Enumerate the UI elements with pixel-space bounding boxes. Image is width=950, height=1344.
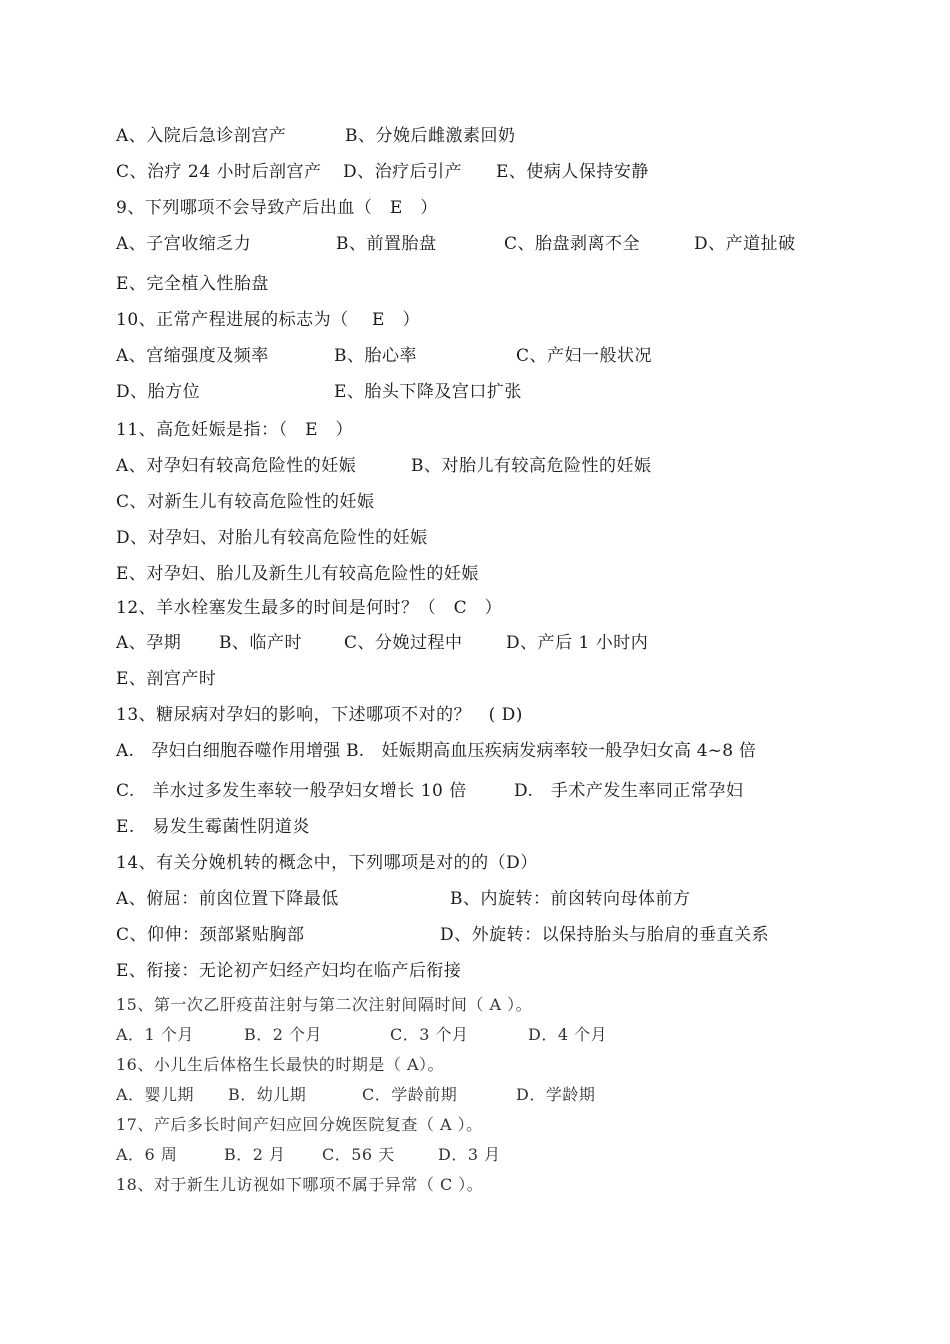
option-text: D．4 个月	[528, 1025, 608, 1044]
option-text: C、分娩过程中	[344, 633, 463, 653]
option-text: D、对孕妇、对胎儿有较高危险性的妊娠	[116, 528, 428, 548]
option-text: C．56 天	[322, 1145, 395, 1164]
option-text: E、完全植入性胎盘	[116, 274, 269, 294]
option-text: C、胎盘剥离不全	[504, 234, 641, 254]
option-text: E. 易发生霉菌性阴道炎	[116, 817, 310, 837]
option-text: D、产后 1 小时内	[506, 633, 649, 653]
option-text: D. 手术产发生率同正常孕妇	[514, 781, 744, 801]
option-text: E、使病人保持安静	[496, 162, 649, 182]
option-text: D、外旋转：以保持胎头与胎肩的垂直关系	[440, 925, 770, 945]
option-text: C、产妇一般状况	[516, 346, 653, 366]
option-text: D、胎方位	[116, 382, 201, 402]
option-text: A、俯屈：前囟位置下降最低	[116, 889, 339, 909]
option-text: A．1 个月	[116, 1025, 194, 1044]
option-text: C. 羊水过多发生率较一般孕妇女增长 10 倍	[116, 781, 467, 801]
option-text: B、对胎儿有较高危险性的妊娠	[411, 456, 652, 476]
option-text: D．3 月	[438, 1145, 501, 1164]
option-text: D、产道扯破	[694, 234, 796, 254]
option-text: C．学龄前期	[362, 1085, 458, 1104]
option-text: C．3 个月	[390, 1025, 469, 1044]
option-text: C、仰伸：颈部紧贴胸部	[116, 925, 305, 945]
question-text: 12、羊水栓塞发生最多的时间是何时？（ C ）	[116, 598, 503, 618]
option-text: C、治疗 24 小时后剖宫产	[116, 162, 322, 182]
option-text: B、内旋转：前囟转向母体前方	[450, 889, 691, 909]
option-text: E、胎头下降及宫口扩张	[334, 382, 522, 402]
question-text: 11、高危妊娠是指：（ E ）	[116, 420, 354, 440]
option-text: A、孕期	[116, 633, 182, 653]
question-text: 15、第一次乙肝疫苗注射与第二次注射间隔时间（ A ）。	[116, 995, 533, 1014]
option-text: A、入院后急诊剖宫产	[116, 126, 287, 146]
option-text: C、对新生儿有较高危险性的妊娠	[116, 492, 375, 512]
option-text: A．6 周	[116, 1145, 178, 1164]
question-text: 14、有关分娩机转的概念中，下列哪项是对的的（D）	[116, 853, 538, 873]
option-text: A、子宫收缩乏力	[116, 234, 252, 254]
question-text: 16、小儿生后体格生长最快的时期是（ A）。	[116, 1055, 445, 1074]
option-text: B．幼儿期	[228, 1085, 307, 1104]
option-text: B、临产时	[219, 633, 302, 653]
question-text: 9、下列哪项不会导致产后出血（ E ）	[116, 198, 438, 218]
option-text: B．2 月	[224, 1145, 286, 1164]
option-text: A．婴儿期	[116, 1085, 195, 1104]
option-text: E、衔接：无论初产妇经产妇均在临产后衔接	[116, 961, 462, 981]
option-text: A、宫缩强度及频率	[116, 346, 269, 366]
question-text: 17、产后多长时间产妇应回分娩医院复查（ A ）。	[116, 1115, 483, 1134]
question-text: 10、正常产程进展的标志为（ E ）	[116, 310, 420, 330]
option-text: A、对孕妇有较高危险性的妊娠	[116, 456, 357, 476]
option-text: E、对孕妇、胎儿及新生儿有较高危险性的妊娠	[116, 564, 479, 584]
option-text: B．2 个月	[244, 1025, 323, 1044]
option-text: E、剖宫产时	[116, 669, 217, 689]
option-text: D．学龄期	[516, 1085, 596, 1104]
option-text: B、分娩后雌激素回奶	[345, 126, 516, 146]
question-text: 18、对于新生儿访视如下哪项不属于异常（ C ）。	[116, 1175, 484, 1194]
option-text: A. 孕妇白细胞吞噬作用增强 B. 妊娠期高血压疾病发病率较一般孕妇女高 4~8 倍	[116, 741, 757, 761]
question-text: 13、糖尿病对孕妇的影响，下述哪项不对的？ ( D)	[116, 705, 523, 725]
option-text: B、前置胎盘	[336, 234, 437, 254]
option-text: B、胎心率	[334, 346, 417, 366]
option-text: D、治疗后引产	[343, 162, 463, 182]
